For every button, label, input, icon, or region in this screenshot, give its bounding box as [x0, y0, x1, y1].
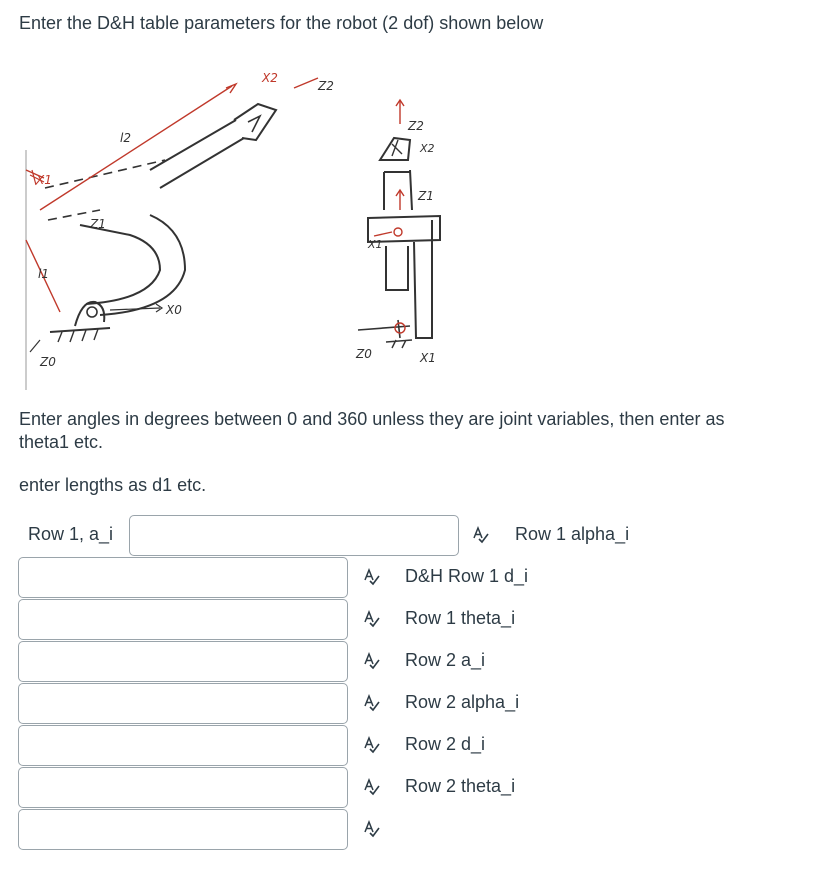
sketch-label-z1: Z1 — [90, 217, 106, 231]
instructions-lengths: enter lengths as d1 etc. — [19, 475, 207, 495]
sketch-label-z2-right: Z2 — [408, 119, 424, 133]
row2-d-label: Row 2 d_i — [405, 734, 486, 754]
spellcheck-icon[interactable] — [363, 736, 381, 754]
spellcheck-icon[interactable] — [363, 778, 381, 796]
sketch-label-x1: X1 — [36, 173, 52, 187]
sketch-label-x2: X2 — [262, 71, 278, 85]
instructions-angles: Enter angles in degrees between 0 and 360 unless they are joint variables, then enter as theta1 etc. — [19, 409, 725, 452]
row1-d-field[interactable] — [18, 599, 348, 640]
row2-theta-field[interactable] — [18, 809, 348, 850]
sketch-label-l1: l1 — [38, 267, 49, 281]
sketch-label-z1-right: Z1 — [418, 189, 434, 203]
spellcheck-icon[interactable] — [363, 652, 381, 670]
row1-theta-field[interactable] — [18, 641, 348, 682]
sketch-label-x2-right: X2 — [420, 142, 435, 155]
row1-alpha-label: Row 1 alpha_i — [515, 524, 630, 544]
row1-d-label: D&H Row 1 d_i — [405, 566, 529, 586]
row2-alpha-label: Row 2 alpha_i — [405, 692, 520, 712]
row2-a-label: Row 2 a_i — [405, 650, 486, 670]
instructions — [19, 408, 779, 497]
question-title: Enter the D&H table parameters for the robot (2 dof) shown below — [19, 13, 544, 33]
row2-a-field[interactable] — [18, 683, 348, 724]
row2-alpha-field[interactable] — [18, 725, 348, 766]
spellcheck-icon[interactable] — [363, 820, 381, 838]
spellcheck-icon[interactable] — [363, 568, 381, 586]
sketch-label-z0-right: Z0 — [356, 347, 372, 361]
row1-alpha-input[interactable] — [19, 558, 347, 597]
row2-theta-label: Row 2 theta_i — [405, 776, 516, 796]
row1-alpha-field[interactable] — [18, 557, 348, 598]
spellcheck-icon[interactable] — [472, 526, 490, 544]
row1-a-input[interactable] — [130, 516, 458, 555]
row1-theta-label: Row 1 theta_i — [405, 608, 516, 628]
row1-theta-input[interactable] — [19, 642, 347, 681]
sketch-label-z0: Z0 — [40, 355, 56, 369]
spellcheck-icon[interactable] — [363, 694, 381, 712]
row1-a-field[interactable] — [129, 515, 459, 556]
row1-a-label: Row 1, a_i — [28, 524, 114, 544]
spellcheck-icon[interactable] — [363, 610, 381, 628]
sketch-label-x1-top-right: X1 — [368, 238, 383, 251]
row2-d-input[interactable] — [19, 768, 347, 807]
row2-alpha-input[interactable] — [19, 726, 347, 765]
robot-sketch — [0, 60, 560, 400]
row1-d-input[interactable] — [19, 600, 347, 639]
row2-d-field[interactable] — [18, 767, 348, 808]
sketch-label-x1-bottom-right: X1 — [420, 351, 436, 365]
row2-a-input[interactable] — [19, 684, 347, 723]
sketch-label-l2: l2 — [120, 131, 131, 145]
sketch-label-z2: Z2 — [318, 79, 334, 93]
sketch-label-x0: X0 — [166, 303, 182, 317]
row2-theta-input[interactable] — [19, 810, 347, 849]
